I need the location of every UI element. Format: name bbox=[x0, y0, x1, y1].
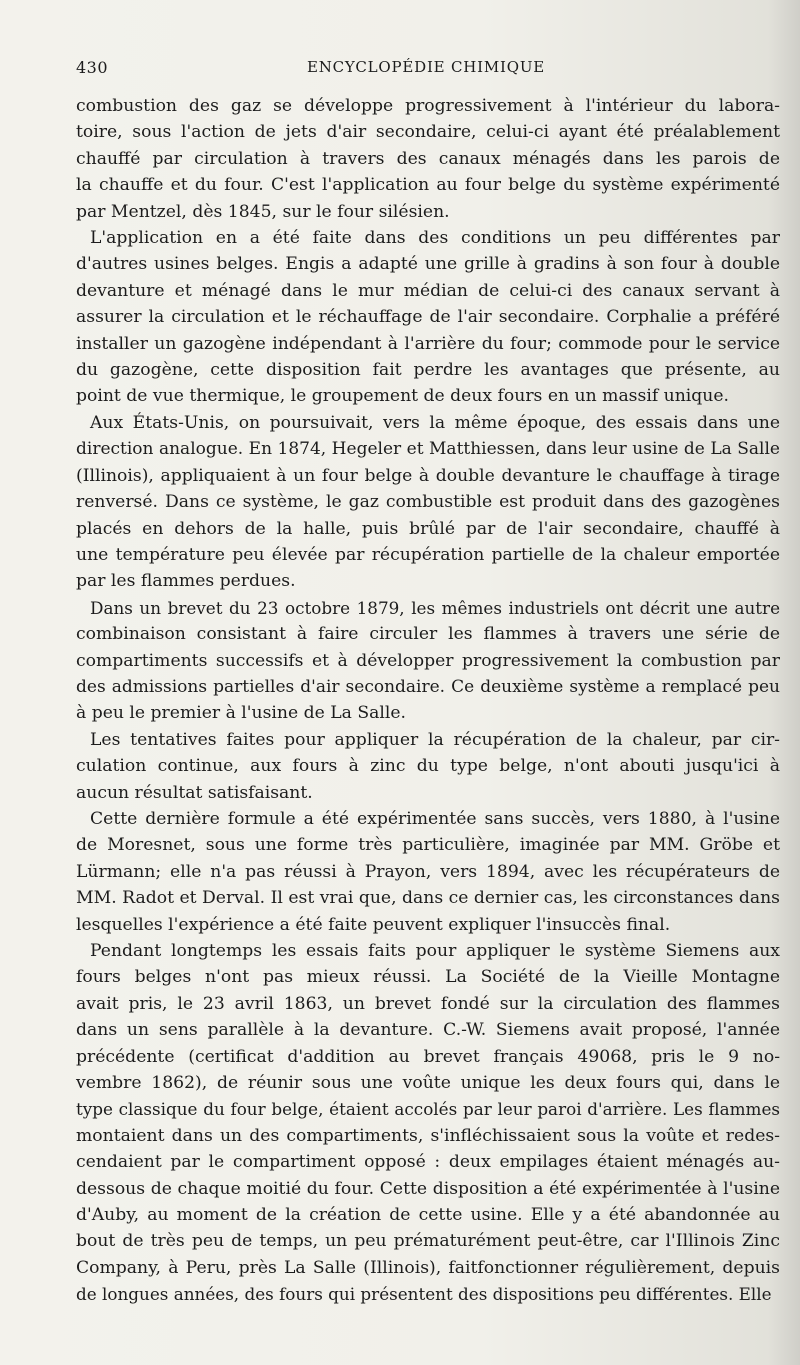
text-line: type classique du four belge, étaient accolés par leur paroi d'arrière. Les flammes bbox=[76, 1099, 780, 1120]
paragraph bbox=[76, 595, 780, 727]
text-line: placés en dehors de la halle, puis brûlé par de l'air secondaire, chauffé à bbox=[76, 518, 780, 539]
text-line: de Moresnet, sous une forme très particulière, imaginée par MM. Gröbe et bbox=[76, 835, 780, 856]
text-line: précédente (certificat d'addition au brevet français 49068, pris le 9 no- bbox=[76, 1046, 780, 1067]
text-line: vembre 1862), de réunir sous une voûte unique les deux fours qui, dans le bbox=[76, 1073, 780, 1094]
text-line: Les tentatives faites pour appliquer la récupération de la chaleur, par cir- bbox=[90, 729, 780, 750]
text-line: compartiments successifs et à développer progressivement la combustion par bbox=[76, 650, 780, 671]
text-line: assurer la circulation et le réchauffage de l'air secondaire. Corphalie a préféré bbox=[76, 307, 780, 328]
page-header bbox=[76, 58, 776, 82]
text-line: par Mentzel, dès 1845, sur le four silésien. bbox=[76, 201, 450, 222]
text-line: de longues années, des fours qui présentent des dispositions peu différentes. Elle bbox=[76, 1284, 772, 1305]
text-line: une température peu élevée par récupération partielle de la chaleur emportée bbox=[76, 544, 780, 565]
text-line: cendaient par le compartiment opposé : deux empilages étaient ménagés au- bbox=[76, 1152, 780, 1173]
text-line: du gazogène, cette disposition fait perdre les avantages que présente, au bbox=[76, 360, 780, 381]
text-line: L'application en a été faite dans des conditions un peu différentes par bbox=[90, 228, 780, 249]
text-line: combinaison consistant à faire circuler les flammes à travers une série de bbox=[76, 624, 780, 645]
text-line: d'autres usines belges. Engis a adapté une grille à gradins à son four à double bbox=[76, 254, 780, 275]
text-line: renversé. Dans ce système, le gaz combustible est produit dans des gazogènes bbox=[76, 492, 780, 513]
body-text bbox=[76, 93, 780, 1308]
text-line: toire, sous l'action de jets d'air secondaire, celui-ci ayant été préalablement bbox=[76, 122, 780, 143]
paragraph bbox=[76, 806, 780, 938]
text-line: devanture et ménagé dans le mur médian de celui-ci des canaux servant à bbox=[76, 280, 780, 301]
paragraph bbox=[76, 727, 780, 806]
text-line: Lürmann; elle n'a pas réussi à Prayon, vers 1894, avec les récupérateurs de bbox=[76, 861, 780, 882]
text-line: Dans un brevet du 23 octobre 1879, les mêmes industriels ont décrit une autre bbox=[90, 597, 780, 618]
text-line: avait pris, le 23 avril 1863, un brevet fondé sur la circulation des flammes bbox=[76, 993, 780, 1014]
text-line: chauffé par circulation à travers des canaux ménagés dans les parois de bbox=[76, 148, 780, 169]
text-line: bout de très peu de temps, un peu prématurément peut-être, car l'Illinois Zinc bbox=[76, 1231, 780, 1252]
paragraph bbox=[76, 938, 780, 1308]
text-line: dessous de chaque moitié du four. Cette disposition a été expérimentée à l'usine bbox=[76, 1178, 780, 1199]
text-line: MM. Radot et Derval. Il est vrai que, dans ce dernier cas, les circonstances dans bbox=[76, 888, 780, 909]
paragraph bbox=[76, 93, 780, 225]
running-title: ENCYCLOPÉDIE CHIMIQUE bbox=[306, 58, 546, 76]
text-line: direction analogue. En 1874, Hegeler et Matthiessen, dans leur usine de La Salle bbox=[76, 439, 780, 460]
page-number: 430 bbox=[76, 58, 109, 77]
text-line: d'Auby, au moment de la création de cette usine. Elle y a été abandonnée au bbox=[76, 1205, 780, 1226]
text-line: fours belges n'ont pas mieux réussi. La Société de la Vieille Montagne bbox=[76, 967, 780, 988]
text-line: Company, à Peru, près La Salle (Illinois), faitfonctionner régulièrement, depuis bbox=[76, 1257, 780, 1278]
text-line: installer un gazogène indépendant à l'arrière du four; commode pour le service bbox=[76, 333, 780, 354]
text-line: montaient dans un des compartiments, s'infléchissaient sous la voûte et redes- bbox=[76, 1125, 780, 1146]
text-line: aucun résultat satisfaisant. bbox=[76, 782, 313, 803]
paragraph bbox=[76, 410, 780, 595]
text-line: Pendant longtemps les essais faits pour appliquer le système Siemens aux bbox=[90, 941, 780, 961]
text-line: des admissions partielles d'air secondaire. Ce deuxième système a remplacé peu bbox=[76, 676, 780, 697]
text-line: par les flammes perdues. bbox=[76, 571, 296, 592]
text-line: combustion des gaz se développe progressivement à l'intérieur du labora- bbox=[76, 96, 780, 116]
text-line: Aux États-Unis, on poursuivait, vers la même époque, des essais dans une bbox=[90, 412, 780, 433]
text-line: dans un sens parallèle à la devanture. C.-W. Siemens avait proposé, l'année bbox=[76, 1020, 780, 1041]
paragraph bbox=[76, 225, 780, 410]
text-line: point de vue thermique, le groupement de deux fours en un massif unique. bbox=[76, 386, 729, 407]
text-line: la chauffe et du four. C'est l'application au four belge du système expérimenté bbox=[76, 175, 780, 196]
text-line: Cette dernière formule a été expérimentée sans succès, vers 1880, à l'usine bbox=[90, 808, 780, 829]
text-line: (Illinois), appliquaient à un four belge à double devanture le chauffage à tirage bbox=[76, 465, 780, 486]
text-line: à peu le premier à l'usine de La Salle. bbox=[76, 703, 407, 724]
text-line: culation continue, aux fours à zinc du type belge, n'ont abouti jusqu'ici à bbox=[76, 756, 780, 777]
text-line: lesquelles l'expérience a été faite peuvent expliquer l'insuccès final. bbox=[76, 914, 671, 935]
